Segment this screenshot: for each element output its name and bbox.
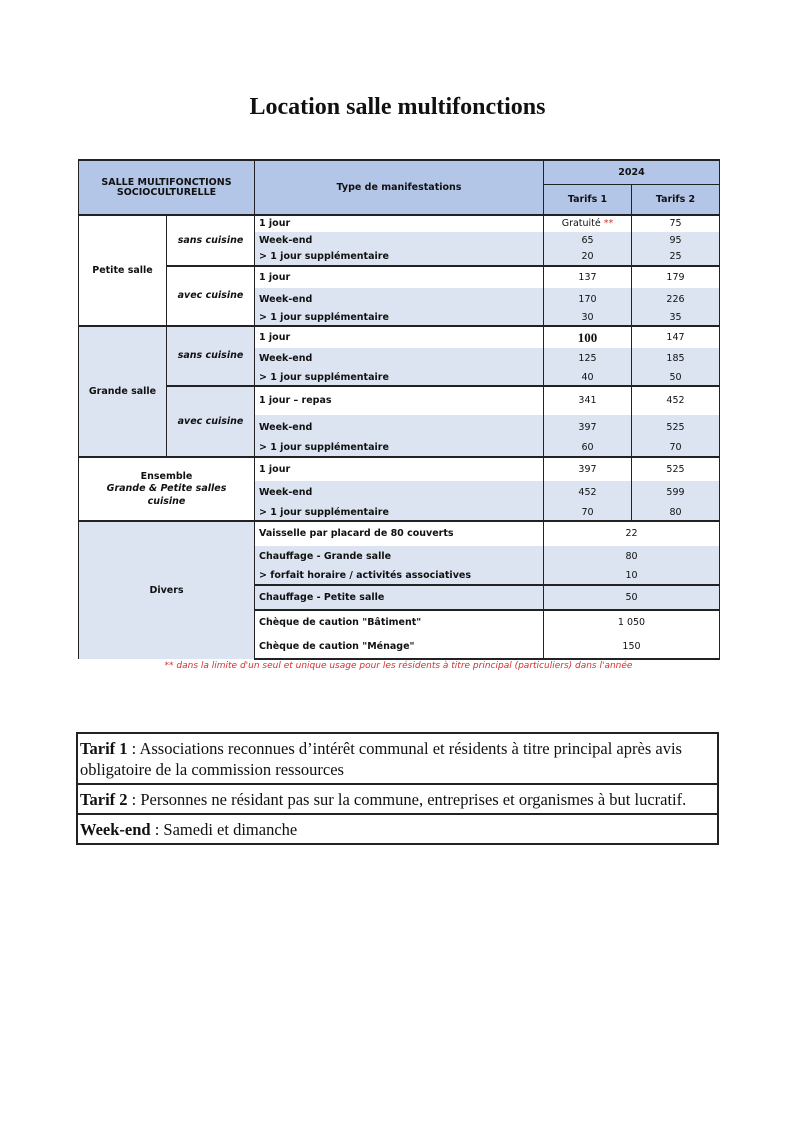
row-type: 1 jour – repas (255, 386, 544, 415)
row-type: > 1 jour supplémentaire (255, 249, 544, 266)
tarif1-cell: 397 (544, 415, 632, 440)
tarif2-cell: 95 (632, 232, 720, 249)
grande-salle-label: Grande salle (79, 326, 167, 457)
divers-value: 1 050 (544, 610, 720, 635)
tarif2-cell: 70 (632, 440, 720, 457)
petite-salle-label: Petite salle (79, 215, 167, 326)
tarif2-cell: 525 (632, 415, 720, 440)
tarif2-cell: 452 (632, 386, 720, 415)
tarif1-cell: 137 (544, 266, 632, 288)
row-type: > 1 jour supplémentaire (255, 505, 544, 521)
legend-row (77, 784, 718, 814)
tarif1-cell: 125 (544, 348, 632, 370)
tarif2-cell: 226 (632, 288, 720, 311)
row-type: 1 jour (255, 215, 544, 232)
row-type: Chèque de caution "Ménage" (255, 635, 544, 659)
header-salle: SALLE MULTIFONCTIONS SOCIOCULTURELLE (79, 160, 255, 215)
row-type: Week-end (255, 288, 544, 311)
row-type: Chauffage - Grande salle (255, 546, 544, 568)
ensemble-line1: Ensemble (140, 470, 193, 482)
tarif1-cell: 65 (544, 232, 632, 249)
legend-row (77, 733, 718, 784)
legend-term: Week-end (80, 820, 151, 839)
tarif-legend (76, 732, 719, 845)
tarif1-cell (544, 215, 632, 232)
legend-text: : Associations reconnues d’intérêt communal et résidents à titre principal après avis obligatoire de la commission ressources (80, 739, 682, 779)
pricing-table (78, 159, 720, 660)
tarif1-cell: 170 (544, 288, 632, 311)
row-type: > 1 jour supplémentaire (255, 311, 544, 326)
tarif1-cell: 20 (544, 249, 632, 266)
header-year: 2024 (544, 160, 720, 184)
row-type: Chauffage - Petite salle (255, 585, 544, 610)
legend-term: Tarif 2 (80, 790, 128, 809)
header-tarif2: Tarifs 2 (632, 184, 720, 215)
row-type: 1 jour (255, 326, 544, 348)
row-type: Chèque de caution "Bâtiment" (255, 610, 544, 635)
divers-value: 50 (544, 585, 720, 610)
row-type: Week-end (255, 232, 544, 249)
legend-term: Tarif 1 (80, 739, 128, 758)
row-type: Week-end (255, 415, 544, 440)
divers-value: 150 (544, 635, 720, 659)
grande-sans-cuisine-label: sans cuisine (167, 326, 255, 386)
tarif2-cell: 35 (632, 311, 720, 326)
row-type: > 1 jour supplémentaire (255, 370, 544, 386)
row-type: 1 jour (255, 266, 544, 288)
tarif2-cell: 525 (632, 457, 720, 481)
tarif1-cell: 452 (544, 481, 632, 505)
row-type: Vaisselle par placard de 80 couverts (255, 521, 544, 546)
row-type: > forfait horaire / activités associatives (255, 568, 544, 585)
tarif1-cell: 30 (544, 311, 632, 326)
header-tarif1: Tarifs 1 (544, 184, 632, 215)
tarif2-cell: 80 (632, 505, 720, 521)
ensemble-line3: cuisine (147, 495, 186, 507)
tarif1-cell: 60 (544, 440, 632, 457)
divers-value: 10 (544, 568, 720, 585)
legend-text: : Personnes ne résidant pas sur la commune, entreprises et organismes à but lucratif. (127, 790, 687, 809)
tarif1-cell: 40 (544, 370, 632, 386)
tarif1-cell: 341 (544, 386, 632, 415)
tarif2-cell: 75 (632, 215, 720, 232)
row-type: Week-end (255, 481, 544, 505)
header-type: Type de manifestations (255, 160, 544, 215)
tarif1-cell: 70 (544, 505, 632, 521)
row-type: Week-end (255, 348, 544, 370)
legend-row (77, 814, 718, 844)
tarif2-cell: 179 (632, 266, 720, 288)
grande-avec-cuisine-label: avec cuisine (167, 386, 255, 457)
divers-value: 80 (544, 546, 720, 568)
footnote: ** dans la limite d'un seul et unique usage pour les résidents à titre principal (particuliers) dans l'année (164, 661, 633, 671)
tarif2-cell: 185 (632, 348, 720, 370)
divers-value: 22 (544, 521, 720, 546)
petite-avec-cuisine-label: avec cuisine (167, 266, 255, 326)
tarif1-cell: 397 (544, 457, 632, 481)
ensemble-label (79, 457, 255, 521)
row-type: > 1 jour supplémentaire (255, 440, 544, 457)
petite-sans-cuisine-label: sans cuisine (167, 215, 255, 266)
ensemble-line2: Grande & Petite salles (106, 483, 227, 495)
tarif2-cell: 599 (632, 481, 720, 505)
tarif2-cell: 50 (632, 370, 720, 386)
tarif1-value: Gratuité (561, 218, 601, 230)
tarif1-cell: 100 (544, 326, 632, 348)
divers-label: Divers (79, 521, 255, 659)
tarif2-cell: 25 (632, 249, 720, 266)
footnote-mark: ** (603, 218, 614, 230)
row-type: 1 jour (255, 457, 544, 481)
tarif2-cell: 147 (632, 326, 720, 348)
page-title: Location salle multifonctions (249, 94, 546, 120)
legend-text: : Samedi et dimanche (150, 820, 298, 839)
